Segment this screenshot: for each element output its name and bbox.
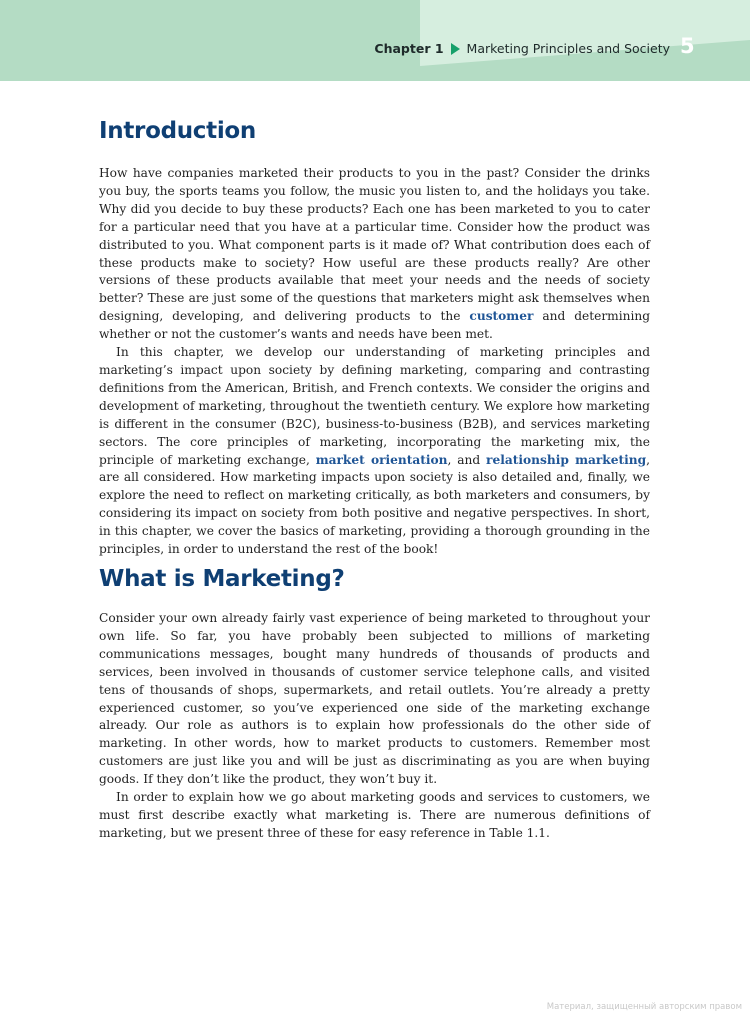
what-is-marketing-heading: What is Marketing? [99, 566, 345, 592]
keyword-customer[interactable]: customer [469, 309, 534, 324]
chapter-title: Marketing Principles and Society [466, 41, 670, 56]
introduction-section [99, 118, 650, 144]
introduction-body [99, 165, 650, 559]
what-is-marketing-paragraph-2: In order to explain how we go about marketing goods and services to customers, we must first describe exactly what marketing is. There are numerous definitions of marketing, but we present three of these for easy reference in Table 1.1. [99, 790, 650, 840]
text-run: , and [447, 452, 487, 467]
what-is-marketing-paragraph-1: Consider your own already fairly vast experience of being marketed to throughout your own life. So far, you have probably been subjected to millions of marketing communications messages, bought many hundreds of thousands of products and services, been involved in thousands of customer service telephone calls, and visited tens of thousands of shops, supermarkets, and retail outlets. You’re already a pretty experienced customer, so you’ve experienced one side of the marketing exchange already. Our role as authors is to explain how professionals do the other side of marketing. In other words, how to market products to customers. Remember most customers are just like you and will be just as discriminating as you are when buying goods. If they don’t like the product, they won’t buy it. [99, 611, 650, 787]
introduction-paragraph-1 [99, 165, 650, 344]
text-run: How have companies marketed their products to you in the past? Consider the drinks you buy, the sports teams you follow, the music you listen to, and the holidays you take. Why did you decide to buy these products? Each one has been marketed to you to cater for a particular need that you have at a particular time. Consider how the product was distributed to you. What component parts is it made of? What contribution does each of these products make to society? How useful are these products really? Are other versions of these products available that meet your needs and the needs of society better? These are just some of the questions that marketers might ask themselves when designing, developing, and delivering products to the [99, 166, 650, 324]
triangle-right-icon [451, 43, 460, 55]
copyright-watermark: Материал, защищенный авторским правом [546, 1002, 742, 1012]
introduction-paragraph-2 [99, 344, 650, 559]
text-run: and determining whether or not the customer’s wants and needs have been met. [99, 309, 650, 342]
running-head [374, 41, 670, 56]
keyword-relationship-marketing[interactable]: relationship marketing [486, 452, 647, 467]
what-is-marketing-section [99, 566, 650, 592]
text-run: , are all considered. How marketing impacts upon society is also detailed and, finally, we explore the need to reflect on marketing critically, as both marketers and consumers, by considering its impact on society from both positive and negative perspectives. In short, in this chapter, we cover the basics of marketing, providing a thorough grounding in the principles, in order to understand the rest of the book! [99, 452, 651, 557]
introduction-heading: Introduction [99, 118, 256, 144]
header-band: Chapter 1 Marketing Principles and Society 5 [0, 0, 750, 81]
keyword-market-orientation[interactable]: market orientation [315, 452, 448, 467]
what-is-marketing-body [99, 610, 650, 843]
text-run: In this chapter, we develop our understanding of marketing principles and marketing’s impact upon society by defining marketing, comparing and contrasting definitions from the American, British, and French contexts. We consider the origins and development of marketing, throughout the twentieth century. We explore how marketing is different in the consumer (B2C), business-to-business (B2B), and services marketing sectors. The core principles of marketing, incorporating the marketing mix, the principle of marketing exchange, [99, 345, 650, 467]
chapter-label: Chapter 1 [374, 41, 444, 56]
